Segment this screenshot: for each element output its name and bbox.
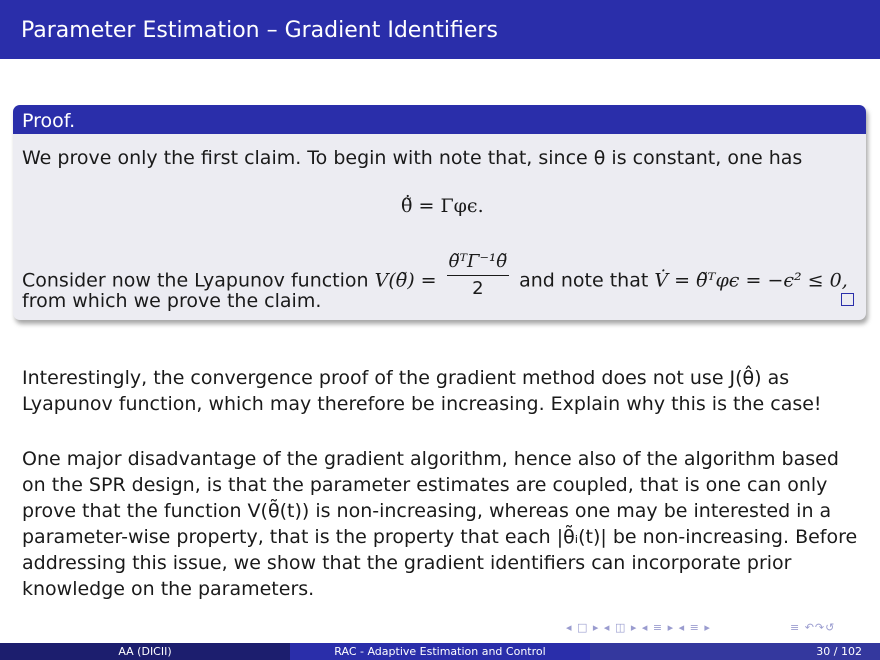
lyapunov-lhs: V(θ̃) = <box>374 269 443 292</box>
footer-title: RAC - Adaptive Estimation and Control <box>290 643 590 660</box>
paragraph-convergence: Interestingly, the convergence proof of the gradient method does not use J(θ̂) as Lyapunov function, which may therefore be increasing. Explain why this is the case! <box>22 367 822 415</box>
footer-bar <box>0 643 880 660</box>
paragraph-disadvantage: One major disadvantage of the gradient algorithm, hence also of the algorithm based on the SPR design, is that the parameter estimates are coupled, that is one can only prove that the function V(θ̃(t)) is non-increasing, whereas one may be interested in a parameter-wise property, that is the property that each |θ̃ᵢ(t)| be non-increasing. Before addressing this issue, we show that the gradient identifiers can incorporate prior knowledge on the parameters. <box>22 448 858 600</box>
proof-block <box>13 105 866 320</box>
proof-heading: Proof. <box>13 105 866 134</box>
slide-title: Parameter Estimation – Gradient Identifiers <box>0 0 880 59</box>
qed-square-icon <box>841 293 854 306</box>
beamer-search-undo-icons[interactable]: ≡ ↶↷↺ <box>790 621 836 634</box>
proof-line-1: We prove only the first claim. To begin with note that, since θ is constant, one has <box>22 147 803 169</box>
footer-author: AA (DICII) <box>118 645 172 658</box>
vdot-expression: V̇ = θ̃ᵀφϵ = −ϵ² ≤ 0, <box>654 269 848 292</box>
theta-dot-equation: θ̃̇ = Γφϵ. <box>401 195 484 217</box>
proof-line-3: from which we prove the claim. <box>22 290 322 312</box>
note-that-text: and note that <box>513 269 655 292</box>
fraction-numerator: θ̃ᵀΓ⁻¹θ̃ <box>447 251 509 276</box>
footer-page-number: 30 / 102 <box>590 643 880 660</box>
lyapunov-fraction <box>447 251 509 299</box>
beamer-navigation-icons[interactable]: ◂ □ ▸ ◂ ◫ ▸ ◂ ≡ ▸ ◂ ≡ ▸ <box>566 621 711 634</box>
lyapunov-intro: Consider now the Lyapunov function <box>22 269 375 292</box>
fraction-denominator: 2 <box>472 278 484 299</box>
